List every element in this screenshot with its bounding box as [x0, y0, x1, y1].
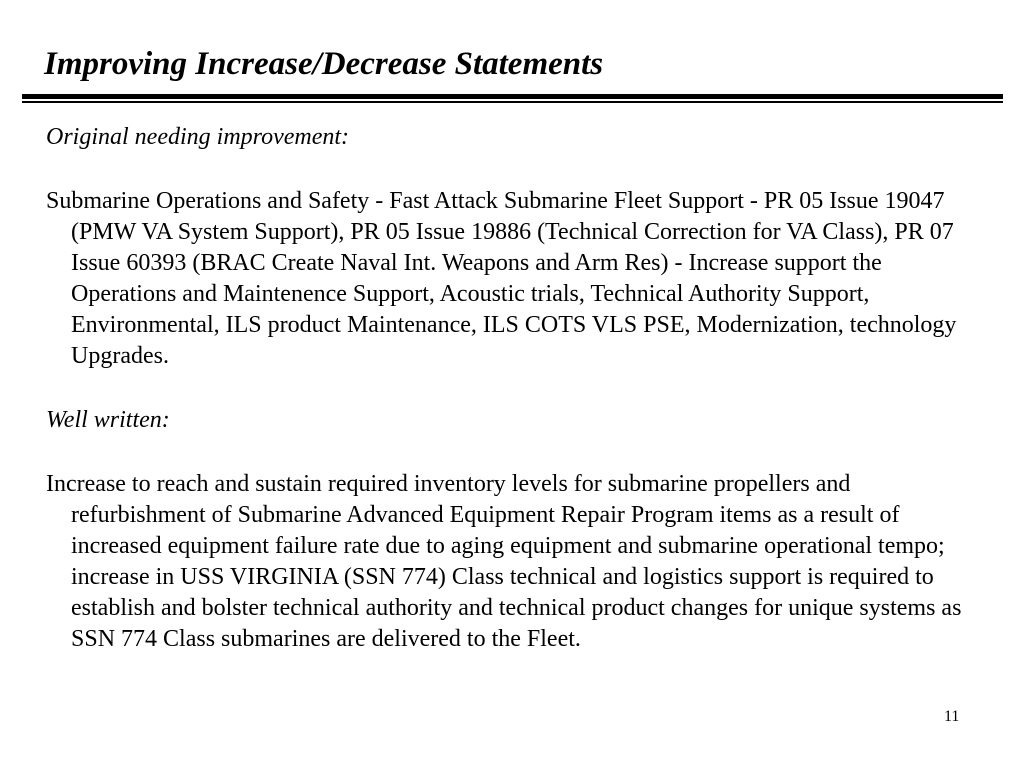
original-label: Original needing improvement:	[46, 124, 350, 150]
title-divider-thin	[22, 101, 1003, 103]
well-written-statement: Increase to reach and sustain required inventory levels for submarine propellers and refurbishment of Submarine Advanced Equipment Repair Program items as a result of increased equipment failure rate due to aging equipment and submarine operational tempo; increase in USS VIRGINIA (SSN 774) Class technical and logistics support is required to establish and bolster technical authority and technical product changes for unique systems as SSN 774 Class submarines are delivered to the Fleet.	[46, 471, 962, 652]
original-statement: Submarine Operations and Safety - Fast Attack Submarine Fleet Support - PR 05 Issue 19047 (PMW VA System Support), PR 05 Issue 19886 (Technical Correction for VA Class), PR 07 Issue 60393 (BRAC Create Naval Int. Weapons and Arm Res) - Increase support the Operations and Maintenence Support, Acoustic trials, Technical Authority Support, Environmental, ILS product Maintenance, ILS COTS VLS PSE, Modernization, technology Upgrades.	[46, 188, 957, 369]
slide-body	[46, 122, 976, 655]
page-number: 11	[944, 708, 960, 725]
slide-title: Improving Increase/Decrease Statements	[44, 46, 604, 82]
well-written-label: Well written:	[46, 407, 170, 433]
title-divider-thick	[22, 94, 1003, 99]
